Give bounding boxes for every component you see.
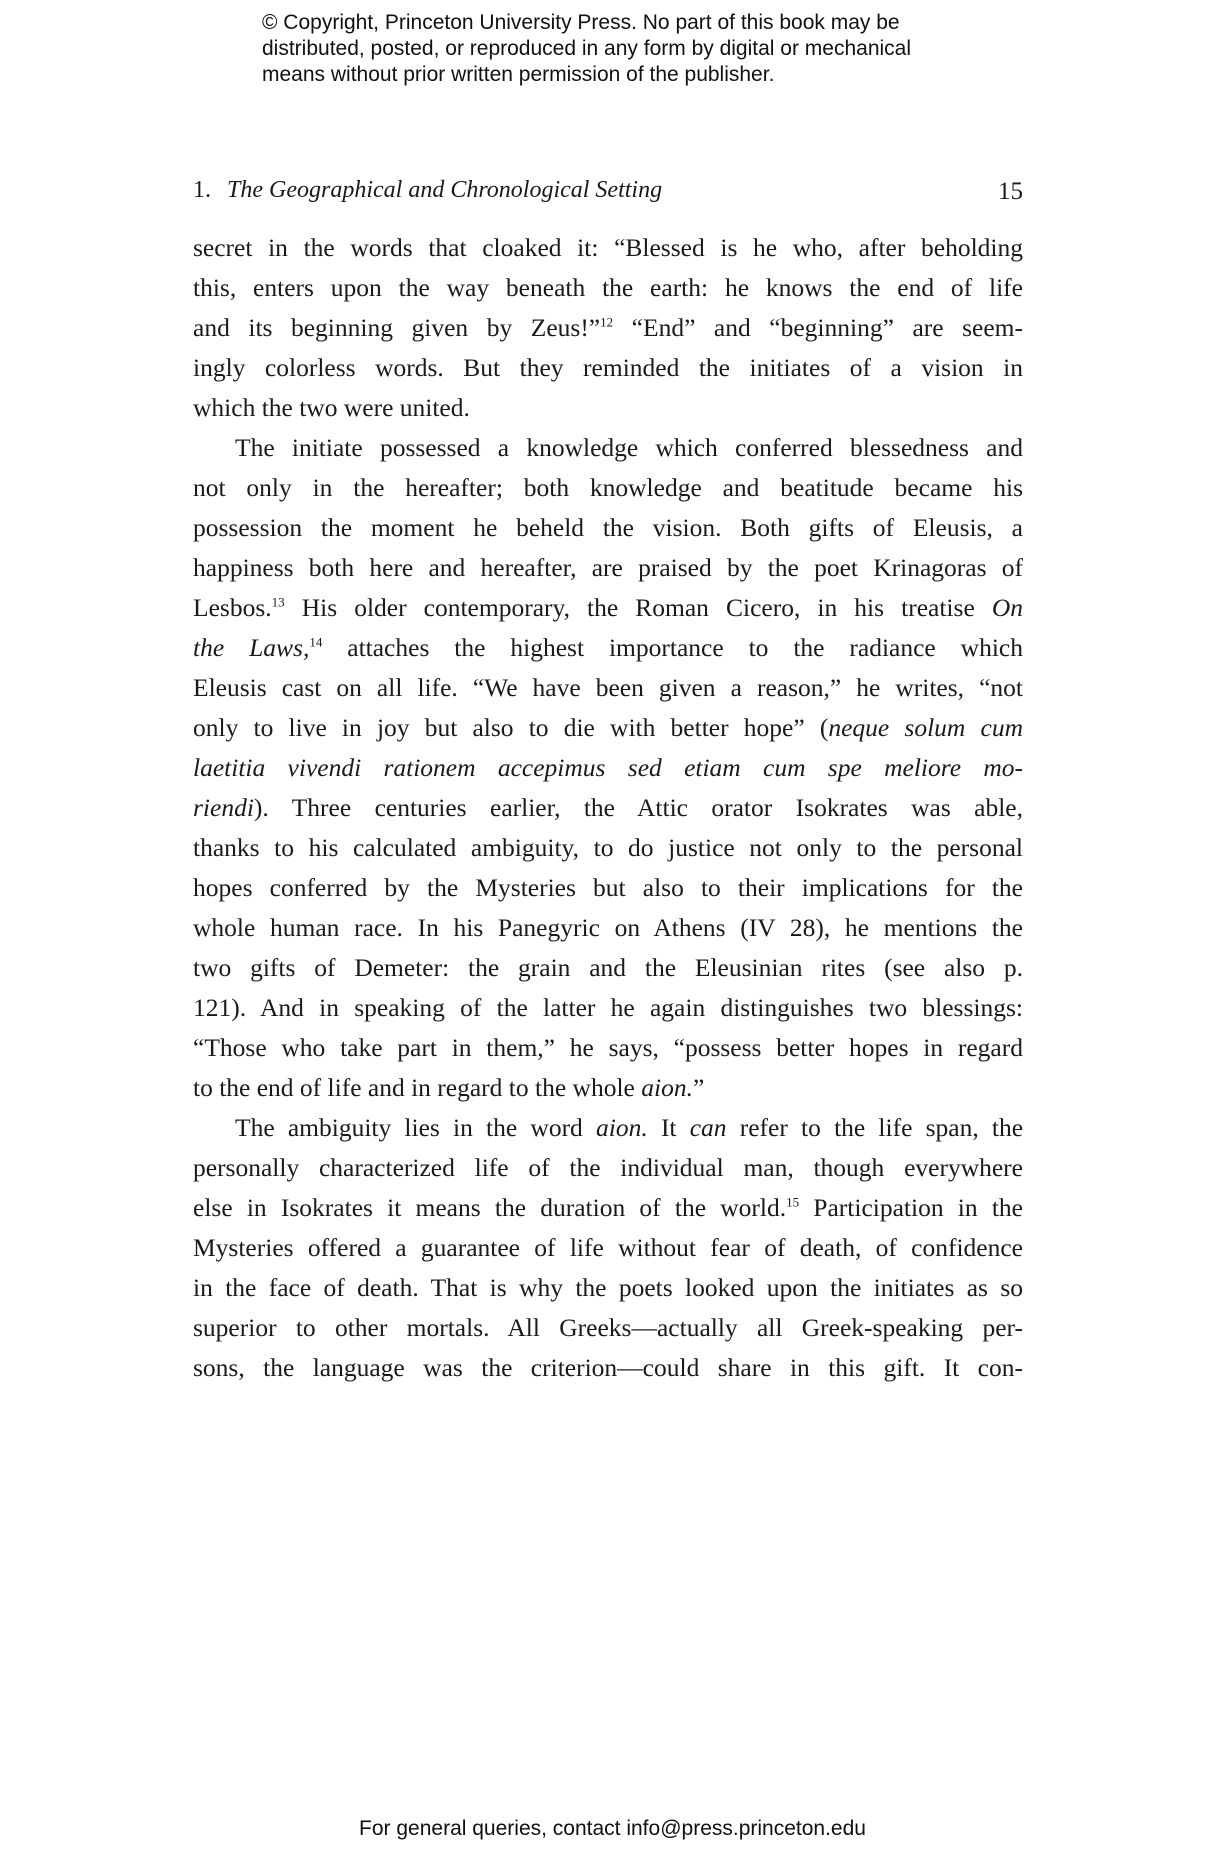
- text-line: “Those who take part in them,” he says, “possess better hopes in regard: [193, 1033, 1023, 1062]
- text-line: Lesbos.$^{13}$ His older contemporary, the Roman Cicero, in his treatise On: [193, 593, 1024, 622]
- copyright-line: © Copyright, Princeton University Press. No part of this book may be: [262, 11, 900, 34]
- text-line: and its beginning given by Zeus!”$^{12}$ “End” and “beginning” are seem-: [193, 313, 1023, 342]
- text-line: The ambiguity lies in the word aion. It can refer to the life span, the: [235, 1113, 1024, 1142]
- footnote-ref: 13: [271, 594, 285, 610]
- page-number: 15: [998, 178, 1023, 205]
- text-line: hopes conferred by the Mysteries but also to their implications for the: [193, 873, 1023, 902]
- copyright-line: means without prior written permission of the publisher.: [262, 63, 775, 86]
- text-line: to the end of life and in regard to the whole aion.”: [193, 1073, 705, 1102]
- text-line: else in Isokrates it means the duration of the world.$^{15}$ Participation in the: [193, 1193, 1023, 1222]
- text-line: sons, the language was the criterion—could share in this gift. It con-: [193, 1353, 1023, 1382]
- text-line: Eleusis cast on all life. “We have been given a reason,” he writes, “not: [193, 673, 1023, 702]
- text-line: riendi). Three centuries earlier, the Attic orator Isokrates was able,: [193, 793, 1023, 822]
- text-line: ingly colorless words. But they reminded the initiates of a vision in: [193, 353, 1023, 382]
- text-line: not only in the hereafter; both knowledge and beatitude became his: [193, 473, 1023, 502]
- text-line: happiness both here and hereafter, are praised by the poet Krinagoras of: [193, 553, 1023, 582]
- text-line: whole human race. In his Panegyric on Athens (IV 28), he mentions the: [193, 913, 1023, 942]
- text-line: possession the moment he beheld the vision. Both gifts of Eleusis, a: [193, 513, 1023, 542]
- chapter-number: 1.: [193, 177, 211, 203]
- text-line: The initiate possessed a knowledge which conferred blessedness and: [235, 433, 1023, 462]
- text-line: Mysteries offered a guarantee of life without fear of death, of confidence: [193, 1233, 1023, 1262]
- footnote-ref: 14: [309, 634, 323, 650]
- text-line: superior to other mortals. All Greeks—actually all Greek-speaking per-: [193, 1313, 1023, 1342]
- running-head: [193, 175, 1023, 205]
- text-line: personally characterized life of the individual man, though everywhere: [193, 1153, 1023, 1182]
- text-line: 121). And in speaking of the latter he again distinguishes two blessings:: [193, 993, 1023, 1022]
- footer-contact: For general queries, contact info@press.princeton.edu: [359, 1817, 866, 1840]
- text-line: laetitia vivendi rationem accepimus sed etiam cum spe meliore mo-: [193, 753, 1023, 782]
- text-line: which the two were united.: [193, 393, 470, 422]
- copyright-notice: [262, 10, 982, 88]
- text-line: this, enters upon the way beneath the earth: he knows the end of life: [193, 273, 1023, 302]
- text-line: secret in the words that cloaked it: “Blessed is he who, after beholding: [193, 233, 1023, 262]
- chapter-title: The Geographical and Chronological Setting: [227, 177, 663, 203]
- text-line: two gifts of Demeter: the grain and the Eleusinian rites (see also p.: [193, 953, 1023, 982]
- text-line: thanks to his calculated ambiguity, to do justice not only to the personal: [193, 833, 1023, 862]
- footnote-ref: 15: [786, 1194, 800, 1210]
- text-line: only to live in joy but also to die with better hope” (neque solum cum: [193, 713, 1023, 742]
- footnote-ref: 12: [600, 314, 614, 330]
- copyright-line: distributed, posted, or reproduced in any form by digital or mechanical: [262, 37, 912, 60]
- text-line: in the face of death. That is why the poets looked upon the initiates as so: [193, 1273, 1023, 1302]
- body-text: [193, 228, 1023, 1388]
- text-line: the Laws,$^{14}$ attaches the highest importance to the radiance which: [193, 633, 1023, 662]
